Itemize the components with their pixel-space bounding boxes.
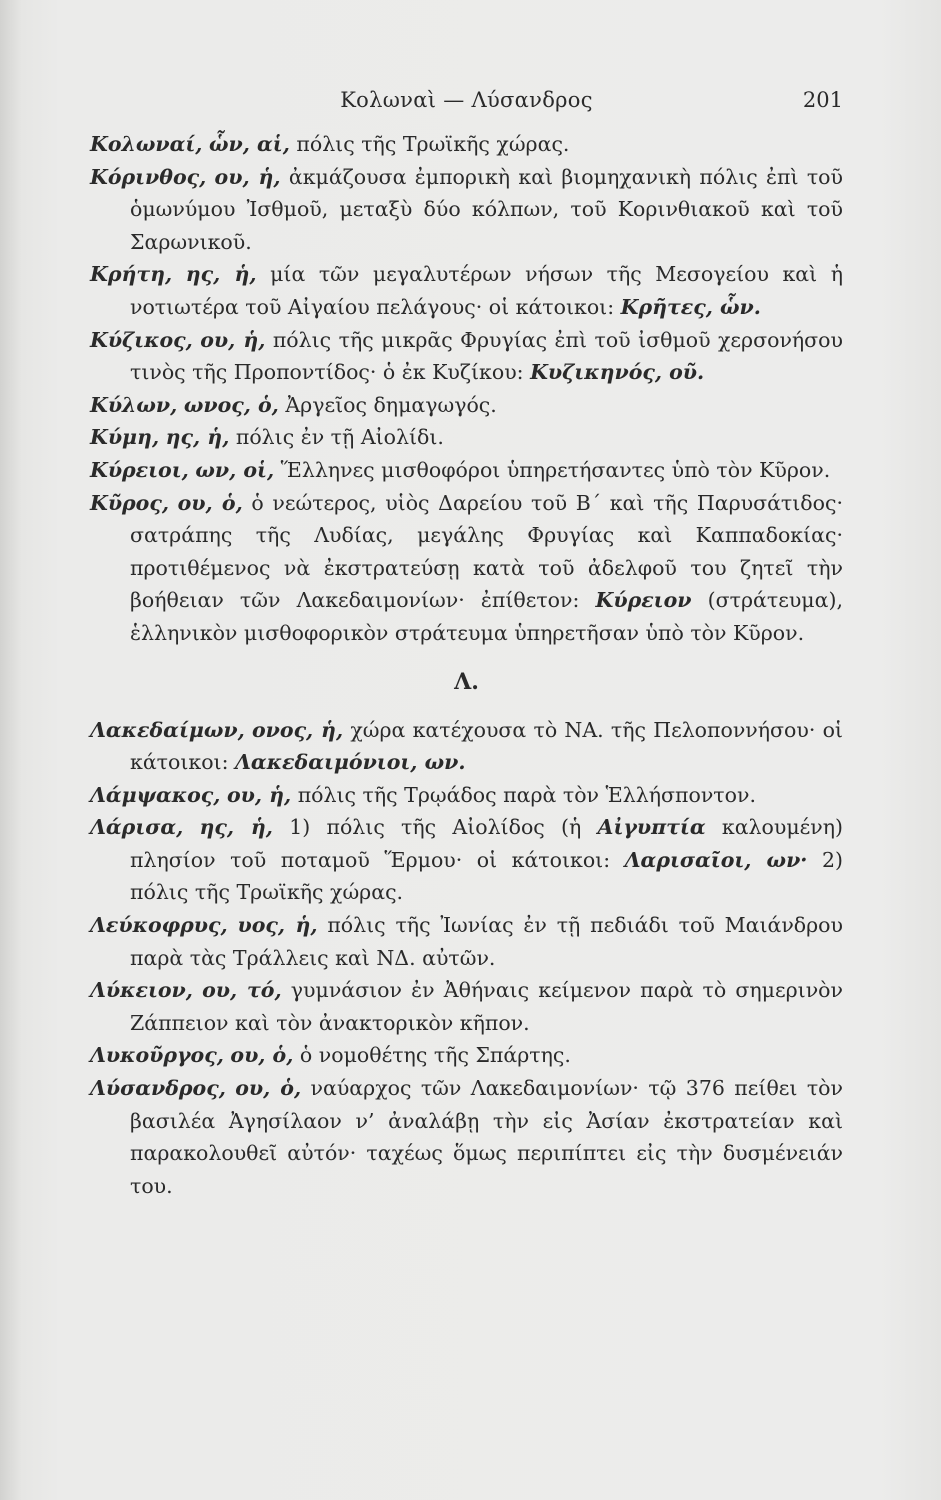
definition: πόλις ἐν τῇ Αἰολίδι.: [235, 425, 444, 450]
definition-continued: (στράτευμα), ἑλληνικὸν μισθοφορικὸν στράτευμα ὑπηρετῆσαν ὑπὸ τὸν Κῦρον.: [130, 588, 843, 645]
entry-kolonai: [90, 128, 843, 161]
entry-lampsakos: [90, 779, 843, 812]
entry-lakedaimon: [90, 714, 843, 779]
grammar: ου, ἡ,: [214, 164, 281, 189]
headword: Κύμη,: [90, 425, 160, 450]
entry-leukophrys: [90, 909, 843, 974]
definition-continued-2: 2) πόλις τῆς Τρωϊκῆς χώρας.: [130, 847, 843, 905]
definition: πόλις τῆς μικρᾶς Φρυγίας ἐπὶ τοῦ ἰσθμοῦ χερσονήσου τινὸς τῆς Προποντίδος· ὁ ἐκ Κυζίκου:: [130, 327, 843, 385]
headword: Κολωναί,: [90, 132, 203, 156]
derived-form: Κρῆτες, ὧν.: [620, 294, 761, 319]
definition: ναύαρχος τῶν Λακεδαιμονίων· τῷ 376 πείθει τὸν βασιλέα Ἀγησίλαον ν’ ἀναλάβῃ τὴν εἰς Ἀσίαν ἐκστρατείαν καὶ παρακολουθεῖ αὐτόν· ταχέως ὅμως περιπίπτει εἰς τὴν δυσμένειάν του.: [130, 1076, 843, 1198]
definition: ἀκμάζουσα ἐμπορικὴ καὶ βιομηχανικὴ πόλις ἐπὶ τοῦ ὁμωνύμου Ἰσθμοῦ, μεταξὺ δύο κόλπων, τοῦ Κορινθιακοῦ καὶ τοῦ Σαρωνικοῦ.: [130, 164, 843, 254]
definition-continued: καλουμένη) πλησίον τοῦ ποταμοῦ Ἕρμου· οἱ κάτοικοι:: [130, 815, 844, 872]
entry-lykourgos: [90, 1039, 843, 1072]
grammar: ου, τό,: [202, 978, 282, 1003]
definition: πόλις τῆς Τρῳάδος παρὰ τὸν Ἑλλήσποντον.: [297, 782, 756, 807]
grammar: ων, οἱ,: [195, 457, 275, 482]
entry-kyzikos: [90, 324, 843, 389]
grammar: υος, ἡ,: [237, 913, 318, 938]
grammar: ου, ἡ,: [200, 327, 266, 352]
grammar: ης, ἡ,: [199, 815, 273, 840]
definition: γυμνάσιον ἐν Ἀθήναις κείμενον παρὰ τὸ σημερινὸν Ζάππειον καὶ τὸν ἀνακτορικὸν κῆπον.: [130, 978, 843, 1035]
headword: Λάμψακος,: [90, 782, 221, 807]
entry-lysandros: [90, 1072, 843, 1202]
definition: πόλις τῆς Ἰωνίας ἐν τῇ πεδιάδι τοῦ Μαιάνδρου παρὰ τὰς Τράλλεις καὶ ΝΔ. αὐτῶν.: [130, 913, 843, 970]
entry-kyme: [90, 421, 843, 454]
section-letter-lambda: Λ.: [454, 668, 479, 695]
definition: ὁ νομοθέτης τῆς Σπάρτης.: [299, 1043, 571, 1068]
entry-larisa: [90, 811, 843, 909]
derived-form: Κύρειον: [595, 588, 692, 613]
grammar: ου, ἡ,: [226, 782, 292, 807]
headword: Λάρισα,: [90, 815, 184, 840]
headword: Κύλων,: [90, 392, 178, 417]
grammar: ὧν, αἱ,: [208, 132, 290, 156]
headword: Λυκοῦργος,: [90, 1043, 224, 1068]
headword: Κρήτη,: [90, 262, 173, 287]
definition: μία τῶν μεγαλυτέρων νήσων τῆς Μεσογείου καὶ ἡ νοτιωτέρα τοῦ Αἰγαίου πελάγους· οἱ κάτοικοι:: [130, 262, 843, 319]
entry-kyros: [90, 487, 843, 650]
grammar: ης, ἡ,: [185, 262, 257, 287]
page-header: [90, 88, 843, 128]
definition: ὁ νεώτερος, υἱὸς Δαρείου τοῦ Β΄ καὶ τῆς Παρυσάτιδος· σατράπης τῆς Λυδίας, μεγάλης Φρυγίας καὶ Καππαδοκίας· προτιθέμενος νὰ ἐκστρατεύσῃ κατὰ τοῦ ἀδελφοῦ του ζητεῖ τὴν βοήθειαν τῶν Λακεδαιμονίων· ἐπίθετον:: [130, 490, 843, 613]
definition: Ἀργεῖος δημαγωγός.: [285, 392, 497, 417]
headword: Κόρινθος,: [90, 164, 207, 189]
grammar: ωνος, ὁ,: [183, 392, 279, 417]
definition: χώρα κατέχουσα τὸ ΝΑ. τῆς Πελοποννήσου· οἱ κάτοικοι:: [130, 717, 843, 775]
entry-krete: [90, 258, 843, 323]
headword: Λύκειον,: [90, 978, 193, 1003]
headword: Λύσανδρος,: [90, 1076, 226, 1101]
entry-kyreioi: [90, 454, 843, 487]
grammar: ου, ὁ,: [177, 490, 243, 515]
derived-form: Αἰγυπτία: [597, 815, 706, 840]
headword: Κύρειοι,: [90, 457, 189, 482]
grammar: ης, ἡ,: [165, 425, 230, 450]
dictionary-text: [90, 128, 843, 1202]
headword: Κύζικος,: [90, 327, 193, 352]
page-number: 201: [802, 88, 843, 112]
entry-kylon: [90, 389, 843, 422]
grammar: ονος, ἡ,: [252, 717, 344, 742]
running-head: Κολωναὶ — Λύσανδρος: [340, 88, 593, 112]
definition: πόλις τῆς Τρωϊκῆς χώρας.: [296, 132, 570, 156]
derived-form-2: Λαρισαῖοι, ων·: [624, 847, 808, 872]
definition: 1) πόλις τῆς Αἰολίδος (ἡ: [289, 815, 582, 840]
entry-korinthos: [90, 161, 843, 259]
entry-lykeion: [90, 974, 843, 1039]
headword: Λεύκοφρυς,: [90, 913, 228, 938]
headword: Λακεδαίμων,: [90, 717, 245, 742]
headword: Κῦρος,: [90, 490, 169, 515]
derived-form: Κυζικηνός, οῦ.: [530, 360, 705, 385]
grammar: ου, ὁ,: [230, 1043, 294, 1068]
derived-form: Λακεδαιμόνιοι, ων.: [235, 750, 466, 775]
grammar: ου, ὁ,: [235, 1076, 302, 1101]
definition: Ἕλληνες μισθοφόροι ὑπηρετήσαντες ὑπὸ τὸν Κῦρον.: [280, 457, 831, 482]
